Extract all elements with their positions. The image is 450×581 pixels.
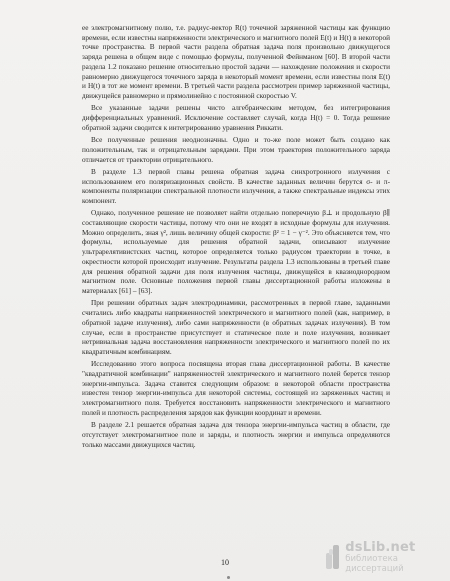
watermark-subtitle: библиотека диссертаций (345, 553, 404, 574)
paragraph-7: Исследованию этого вопроса посвящена вторая глава диссертационной работы. В качестве "квадратичной комбинации" напряженностей электрического и магнитного полей берется тензор энергии-импульса. Задача ставится следующим образом: в некоторой области пространства известен тензор энергии-импульса для некоторой системы, состоящей из заряженных частиц и электромагнитного поля. Требуется восстановить напряженности электрического и магнитного полей и плотность распределения зарядов как функции координат и времени. (82, 360, 390, 417)
paragraph-5: Однако, полученное решение не позволяет найти отдельно поперечную β⊥ и продольную β∥ составляющие скорости частицы, потому что они не входят в исходные формулы для излучения. Можно определить, зная γ², лишь величину общей скорости: β² = 1 − γ⁻². Это объясняется тем, что формулы, используемые для решения обратной задачи, описывают излучение ультрарелятивистских частиц, которое определяется только радиусом траектории в точке, в окрестности которой происходит излучение. Результаты раздела 1.3 использованы в третьей главе для решения обратной задачи для поля излучения частицы, движущейся в квазиоднородном магнитном поле. Основные положения первой главы диссертационной работы изложены в материалах [61] – [63]. (82, 209, 390, 296)
body-text (82, 24, 390, 453)
paragraph-3: Все полученные решения неоднозначны. Одно и то-же поле может быть создано как положительным, так и отрицательным зарядами. При этом траектория положительного заряда отличается от траектории отрицательного. (82, 136, 390, 164)
paragraph-6: При решении обратных задач электродинамики, рассмотренных в первой главе, заданными считались либо квадраты напряженностей электрического и магнитного полей (как, например, в обратной задаче излучения), либо сами напряженности (в обратных задачах излучения). В том случае, если в пространстве присутствует и статическое поле и поле излучения, возникает нетривиальная задача восстановления напряженности электрического и магнитного полей по их квадратичным комбинациям. (82, 299, 390, 356)
page-mark (227, 576, 230, 579)
paragraph-4: В разделе 1.3 первой главы решена обратная задача синхротронного излучения с использованием его поляризационных свойств. В качестве заданных величин берутся σ- и π- компоненты поляризации спектральной плотности излучения, а также спектральные индексы этих компонент. (82, 167, 390, 205)
page-number: 10 (221, 558, 229, 567)
paragraph-2: Все указанные задачи решены чисто алгебраическим методом, без интегрирования дифференциальных уравнений. Исключение составляет случай, когда H(t) = 0. Тогда решение обратной задачи сводится к интегрированию уравнения Риккати. (82, 104, 390, 132)
dslib-logo-icon (326, 545, 339, 569)
watermark-logo[interactable] (326, 540, 446, 574)
watermark-title: dsLib.net (345, 539, 416, 555)
paragraph-8: В разделе 2.1 решается обратная задача для тензора энергии-импульса частиц в области, где отсутствует электромагнитное поле и заряды, и плотность энергии и импульса определяются только массами движущихся частиц. (82, 421, 390, 449)
paragraph-1: ее электромагнитному полю, т.е. радиус-вектор R(t) точечной заряженной частицы как функцию времени, если известны напряженности электрического и магнитного полей E(t) и H(t) в некоторой точке пространства. В первой части раздела обратная задача поля произвольно движущегося заряда решена в общем виде с помощью формулы, полученной Фейнманом [60]. В второй части раздела 1.2 показано решение относительно простой задачи — нахождение положения и скорости равномерно движущегося точечного заряда в некоторый момент времени, если известны поля E(t) и H(t) в тот же момент времени. В третьей части раздела рассмотрен пример заряженной частицы, движущейся равномерно и прямолинейно с постоянной скоростью V. (82, 24, 390, 101)
